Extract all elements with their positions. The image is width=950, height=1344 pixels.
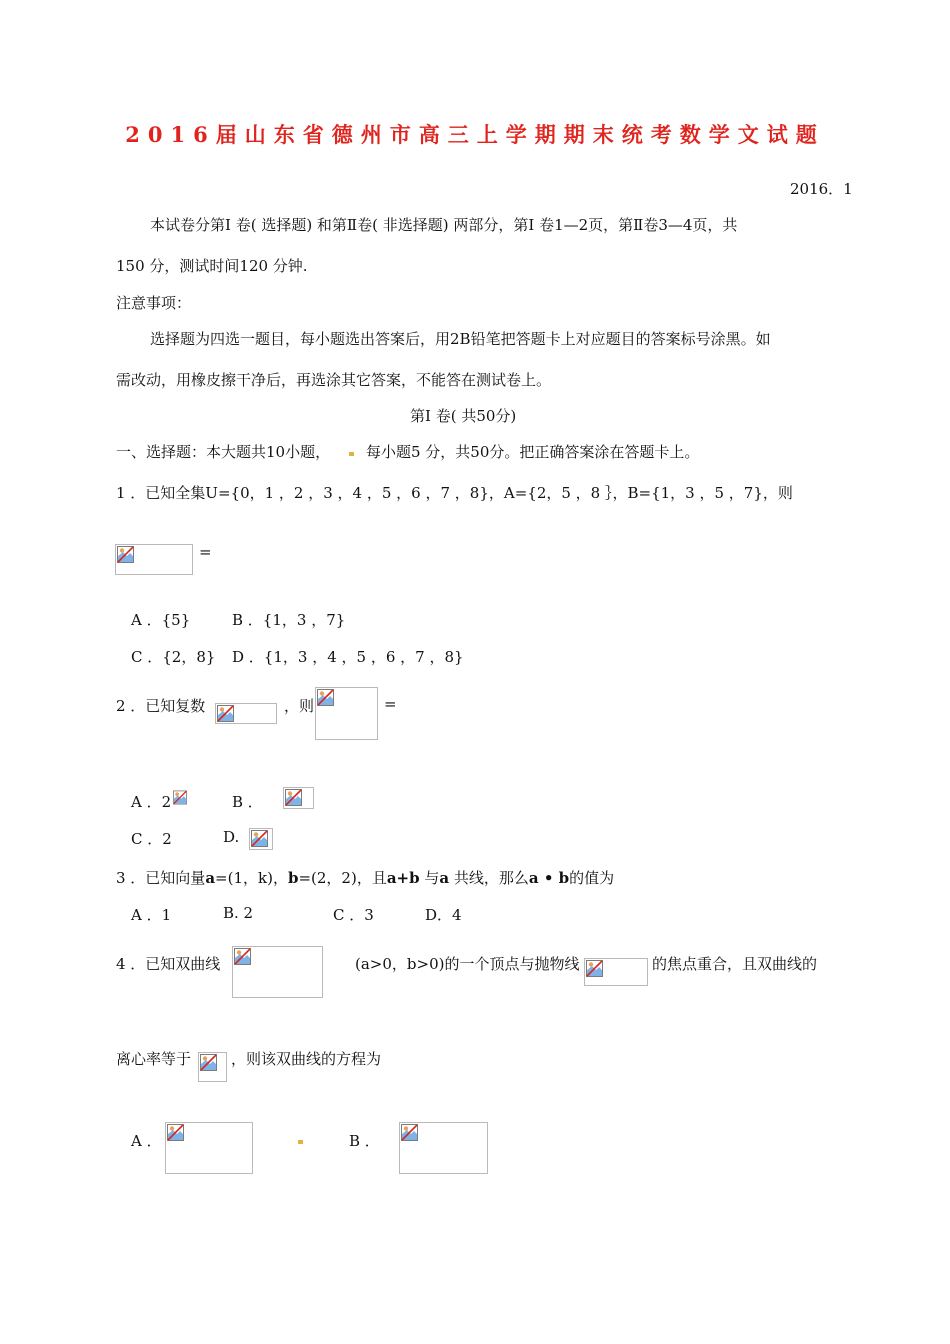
q4-stem-tail: 的焦点重合，且双曲线的 <box>652 955 818 973</box>
intro-line-1: 本试卷分第I 卷( 选择题) 和第Ⅱ卷( 非选择题) 两部分，第I 卷1—2页，第Ⅱ卷3—4页，共 <box>150 216 738 234</box>
q4-option-a-image <box>165 1122 253 1174</box>
broken-image-icon <box>167 1124 184 1141</box>
notice-heading: 注意事项： <box>116 294 192 312</box>
section1-instructions: 每小题5 分，共50分。把正确答案涂在答题卡上。 <box>366 443 700 461</box>
broken-image-icon <box>317 689 334 706</box>
document-title: 2016届山东省德州市高三上学期期末统考数学文试题 <box>125 122 825 147</box>
q3-stem: 3 ．已知向量a=(1，k)，b=(2，2)，且a+b 与a 共线，那么a • b的值为 <box>116 869 615 887</box>
q4-line-2-tail: ，则该双曲线的方程为 <box>231 1050 382 1068</box>
q4-eccentricity-image <box>198 1052 227 1082</box>
broken-image-icon <box>401 1124 418 1141</box>
q1-option-b: B ．{1，3 ，7} <box>232 611 346 629</box>
q4-option-b-image <box>399 1122 488 1174</box>
q2-equals: = <box>384 695 397 713</box>
q2-option-a-image <box>173 789 187 807</box>
notice-line-2: 需改动，用橡皮擦干净后，再选涂其它答案，不能答在测试卷上。 <box>116 371 552 389</box>
notice-line-1: 选择题为四选一题目，每小题选出答案后，用2B铅笔把答题卡上对应题目的答案标号涂黑。如 <box>150 330 771 348</box>
q1-equals: = <box>199 543 212 561</box>
q2-complex-image <box>215 703 277 724</box>
marker-dot <box>349 452 354 456</box>
q1-option-d: D ．{1，3 ，4 ，5 ，6 ，7 ，8} <box>232 648 464 666</box>
q2-expression-image <box>315 687 378 740</box>
q2-option-d: D. <box>223 828 240 846</box>
intro-line-2: 150 分，测试时间120 分钟. <box>116 257 308 275</box>
broken-image-icon <box>217 705 234 722</box>
q4-line-2: 离心率等于 <box>116 1050 192 1068</box>
q3-option-c: C ．3 <box>333 906 374 924</box>
q4-option-b: B ． <box>349 1132 380 1150</box>
section1-intro: 一、选择题：本大题共10小题， <box>116 443 331 461</box>
broken-image-icon <box>586 960 603 977</box>
q1-option-c: C ．{2，8} <box>131 648 216 666</box>
q4-condition: (a>0，b>0)的一个顶点与抛物线 <box>355 955 580 973</box>
broken-image-icon <box>173 789 187 806</box>
q4-option-a: A ． <box>131 1132 162 1150</box>
broken-image-icon <box>234 948 251 965</box>
part1-heading: 第I 卷( 共50分) <box>410 407 517 425</box>
broken-image-icon <box>251 830 268 847</box>
q4-hyperbola-image <box>232 946 323 998</box>
q2-stem: 2 ．已知复数 <box>116 697 206 715</box>
q4-parabola-image <box>584 958 648 986</box>
document-date: 2016．1 <box>790 180 853 198</box>
broken-image-icon <box>117 546 134 563</box>
marker-dot <box>298 1140 303 1144</box>
q2-then: ，则 <box>284 697 315 715</box>
q2-option-a: A ．2 <box>131 793 172 811</box>
q2-option-b: B ． <box>232 793 263 811</box>
q2-option-c: C ．2 <box>131 830 172 848</box>
q3-option-d: D．4 <box>425 906 462 924</box>
q2-option-d-image <box>249 828 273 850</box>
q4-stem: 4 ．已知双曲线 <box>116 955 221 973</box>
broken-image-icon <box>285 789 302 806</box>
q1-option-a: A ．{5} <box>131 611 191 629</box>
q2-option-b-image <box>283 787 314 809</box>
q1-formula-image <box>115 544 193 575</box>
q1-stem: 1 ．已知全集U={0，1 ，2 ，3 ，4 ，5 ，6 ，7 ，8}，A={2，5 ，8 ｝，B={1，3 ，5 ，7}，则 <box>116 484 793 502</box>
broken-image-icon <box>200 1054 217 1071</box>
q3-option-a: A ．1 <box>131 906 172 924</box>
q3-option-b: B. 2 <box>223 904 254 922</box>
